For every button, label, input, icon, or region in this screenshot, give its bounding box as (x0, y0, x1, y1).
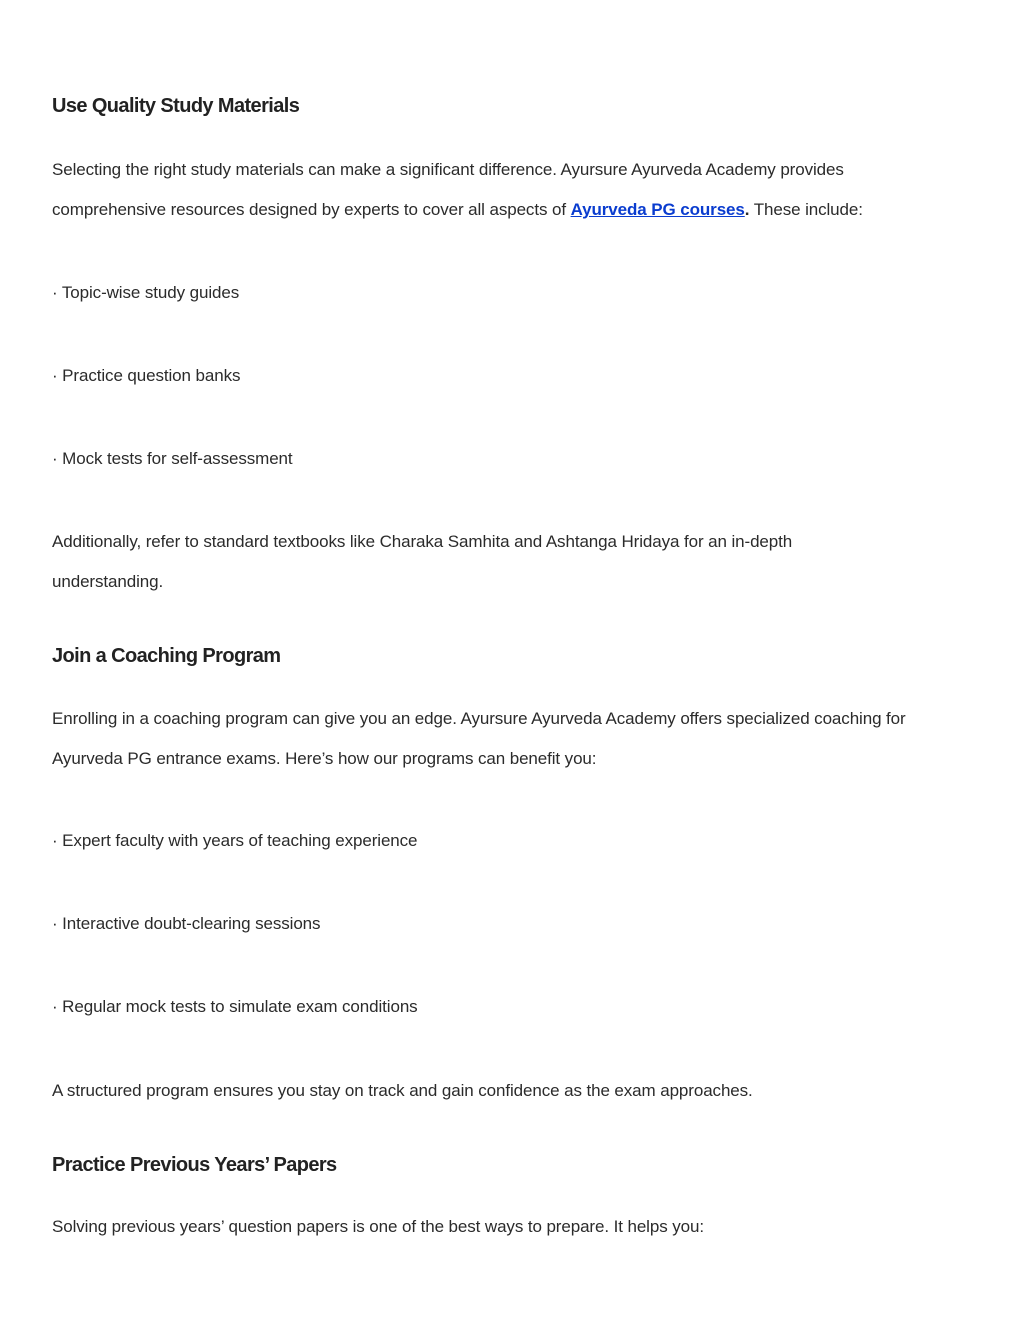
list-item: · Topic-wise study guides (52, 283, 240, 302)
paragraph-previous-papers-intro (52, 1207, 982, 1247)
list-item: · Practice question banks (52, 366, 241, 385)
intro-line-2 (52, 190, 982, 230)
outro-line-2: understanding. (52, 572, 164, 591)
paragraph-coaching-intro (52, 699, 982, 779)
list-item: · Interactive doubt-clearing sessions (52, 914, 321, 933)
coaching-intro-line-1: Enrolling in a coaching program can give you an edge. Ayursure Ayurveda Academy offers specialized coaching for (52, 709, 906, 728)
previous-papers-line: Solving previous years’ question papers is one of the best ways to prepare. It helps you: (52, 1217, 704, 1236)
paragraph-study-materials-intro (52, 150, 982, 230)
intro-line-1: Selecting the right study materials can make a significant difference. Ayursure Ayurveda Academy provides (52, 160, 844, 179)
list-item: · Expert faculty with years of teaching experience (52, 831, 418, 850)
intro-line-2-before: comprehensive resources designed by experts to cover all aspects of (52, 200, 571, 219)
paragraph-structured-program (52, 1071, 982, 1111)
intro-period: . (744, 200, 750, 219)
list-item: · Regular mock tests to simulate exam conditions (52, 997, 418, 1016)
heading-join-coaching-program: Join a Coaching Program (52, 645, 281, 667)
outro-line-1: Additionally, refer to standard textbooks like Charaka Samhita and Ashtanga Hridaya for an in-depth (52, 532, 793, 551)
structured-program-line: A structured program ensures you stay on track and gain confidence as the exam approaches. (52, 1081, 753, 1100)
heading-use-quality-study-materials: Use Quality Study Materials (52, 95, 300, 117)
list-item: · Mock tests for self-assessment (52, 449, 293, 468)
ayurveda-pg-courses-link[interactable]: Ayurveda PG courses (570, 200, 745, 219)
intro-line-2-after: These include: (749, 200, 863, 219)
heading-practice-previous-papers: Practice Previous Years’ Papers (52, 1154, 337, 1176)
paragraph-textbooks (52, 522, 982, 602)
coaching-intro-line-2: Ayurveda PG entrance exams. Here’s how our programs can benefit you: (52, 749, 597, 768)
